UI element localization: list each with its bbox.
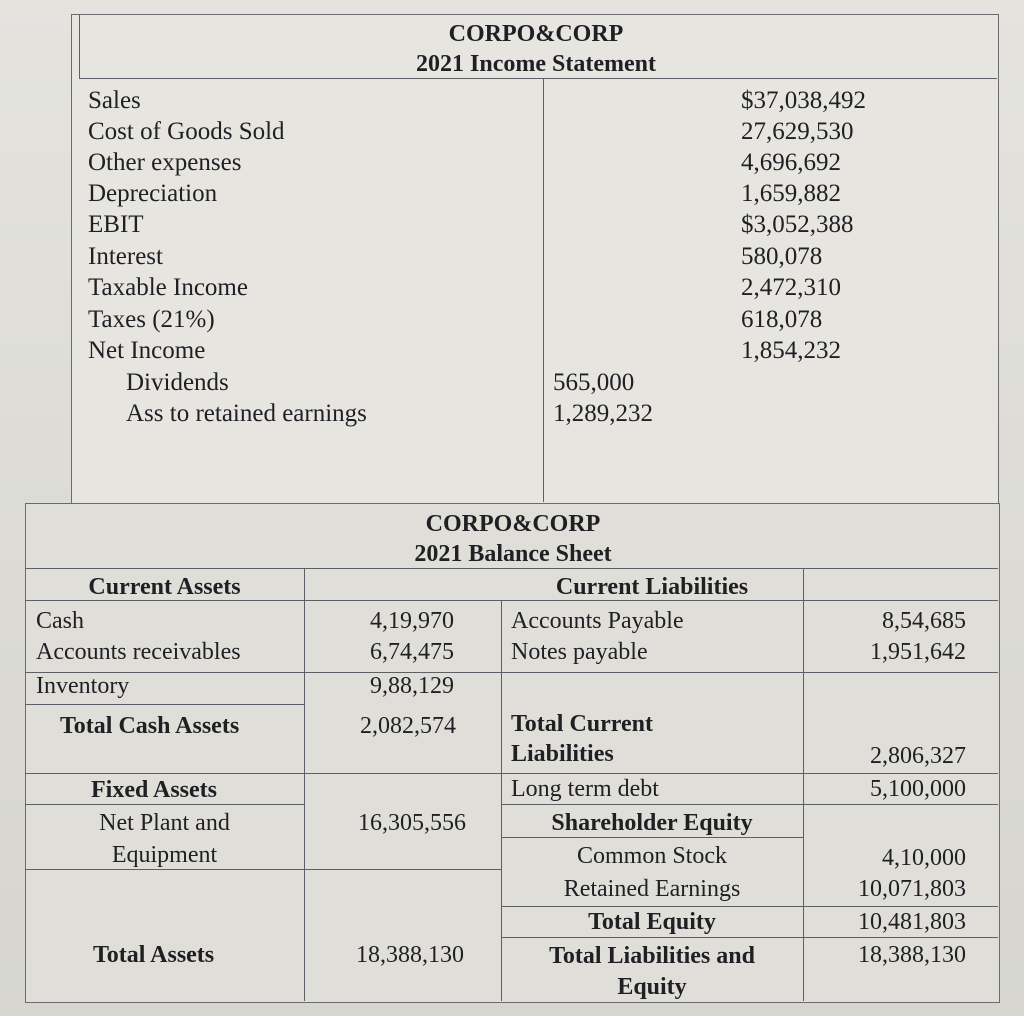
current-assets-header: Current Assets bbox=[88, 574, 241, 600]
balance-row-divider bbox=[25, 804, 304, 805]
balance-row-divider bbox=[501, 937, 998, 938]
balance-row-divider bbox=[25, 704, 304, 705]
balance-row-divider bbox=[501, 906, 998, 907]
current-liabilities-header: Current Liabilities bbox=[555, 574, 749, 600]
income-label-interest: Interest bbox=[88, 243, 163, 270]
total-equity-value: 10,481,803 bbox=[858, 909, 966, 935]
income-label-other-expenses: Other expenses bbox=[88, 149, 242, 176]
long-term-debt-value: 5,100,000 bbox=[870, 776, 966, 802]
income-title: 2021 Income Statement bbox=[416, 51, 656, 77]
notes-payable-value: 1,951,642 bbox=[870, 639, 966, 665]
total-liabilities-equity-label-line1: Total Liabilities and bbox=[549, 943, 755, 969]
income-value-cogs: 27,629,530 bbox=[741, 118, 854, 145]
balance-header-divider bbox=[25, 568, 998, 569]
shareholder-equity-header: Shareholder Equity bbox=[551, 810, 753, 836]
income-value-other-expenses: 4,696,692 bbox=[741, 149, 841, 176]
accounts-payable-label: Accounts Payable bbox=[511, 608, 684, 634]
retained-earnings-value: 10,071,803 bbox=[858, 876, 966, 902]
total-current-liabilities-value: 2,806,327 bbox=[870, 743, 966, 769]
balance-title: 2021 Balance Sheet bbox=[414, 541, 612, 567]
plant-value: 16,305,556 bbox=[358, 810, 466, 836]
income-label-depreciation: Depreciation bbox=[88, 180, 218, 207]
total-equity-label: Total Equity bbox=[588, 909, 716, 935]
income-label-ebit: EBIT bbox=[88, 211, 144, 238]
income-value-retained-addition: 1,289,232 bbox=[553, 400, 653, 427]
balance-row-divider bbox=[25, 869, 501, 870]
balance-row-divider bbox=[25, 773, 998, 774]
income-value-interest: 580,078 bbox=[741, 243, 823, 270]
plant-label-line2: Equipment bbox=[111, 842, 218, 868]
income-value-ebit: $3,052,388 bbox=[741, 211, 854, 238]
total-current-liabilities-label-line2: Liabilities bbox=[511, 741, 614, 767]
income-value-dividends: 565,000 bbox=[553, 369, 635, 396]
balance-row-divider bbox=[501, 804, 998, 805]
income-label-cogs: Cost of Goods Sold bbox=[88, 118, 285, 145]
accounts-payable-value: 8,54,685 bbox=[882, 608, 966, 634]
income-label-taxable-income: Taxable Income bbox=[88, 274, 248, 301]
income-label-taxes: Taxes (21%) bbox=[88, 306, 215, 333]
income-company-name: CORPO&CORP bbox=[448, 21, 624, 47]
income-label-dividends: Dividends bbox=[126, 369, 229, 396]
fixed-assets-header: Fixed Assets bbox=[91, 777, 217, 803]
balance-row-divider bbox=[25, 600, 998, 601]
balance-row-divider bbox=[25, 672, 998, 673]
notes-payable-label: Notes payable bbox=[511, 639, 648, 665]
total-current-assets-value: 2,082,574 bbox=[360, 713, 456, 739]
receivables-value: 6,74,475 bbox=[370, 639, 454, 665]
total-liabilities-equity-value: 18,388,130 bbox=[858, 942, 966, 968]
long-term-debt-label: Long term debt bbox=[511, 776, 659, 802]
income-value-taxable-income: 2,472,310 bbox=[741, 274, 841, 301]
income-left-inner-border bbox=[79, 14, 80, 79]
retained-earnings-label: Retained Earnings bbox=[563, 876, 741, 902]
balance-column-divider bbox=[501, 600, 502, 1001]
inventory-value: 9,88,129 bbox=[370, 673, 454, 699]
income-label-net-income: Net Income bbox=[88, 337, 206, 364]
income-label-retained-addition: Ass to retained earnings bbox=[126, 400, 367, 427]
total-assets-label: Total Assets bbox=[93, 942, 215, 968]
income-value-net-income: 1,854,232 bbox=[741, 337, 841, 364]
balance-company-name: CORPO&CORP bbox=[425, 511, 601, 537]
total-current-liabilities-label-line1: Total Current bbox=[511, 711, 654, 737]
total-assets-value: 18,388,130 bbox=[356, 942, 464, 968]
cash-label: Cash bbox=[36, 608, 84, 634]
income-column-divider bbox=[543, 79, 544, 502]
income-value-sales: $37,038,492 bbox=[741, 87, 866, 114]
income-header-divider bbox=[79, 78, 997, 79]
plant-label-line1: Net Plant and bbox=[99, 810, 230, 836]
total-current-assets-label: Total Cash Assets bbox=[60, 713, 240, 739]
common-stock-value: 4,10,000 bbox=[882, 845, 966, 871]
common-stock-label: Common Stock bbox=[576, 843, 727, 869]
total-liabilities-equity-label-line2: Equity bbox=[617, 974, 687, 1000]
income-value-depreciation: 1,659,882 bbox=[741, 180, 841, 207]
income-value-taxes: 618,078 bbox=[741, 306, 823, 333]
inventory-label: Inventory bbox=[36, 673, 130, 699]
balance-row-divider bbox=[501, 837, 803, 838]
income-label-sales: Sales bbox=[88, 87, 141, 114]
cash-value: 4,19,970 bbox=[370, 608, 454, 634]
receivables-label: Accounts receivables bbox=[36, 639, 241, 665]
